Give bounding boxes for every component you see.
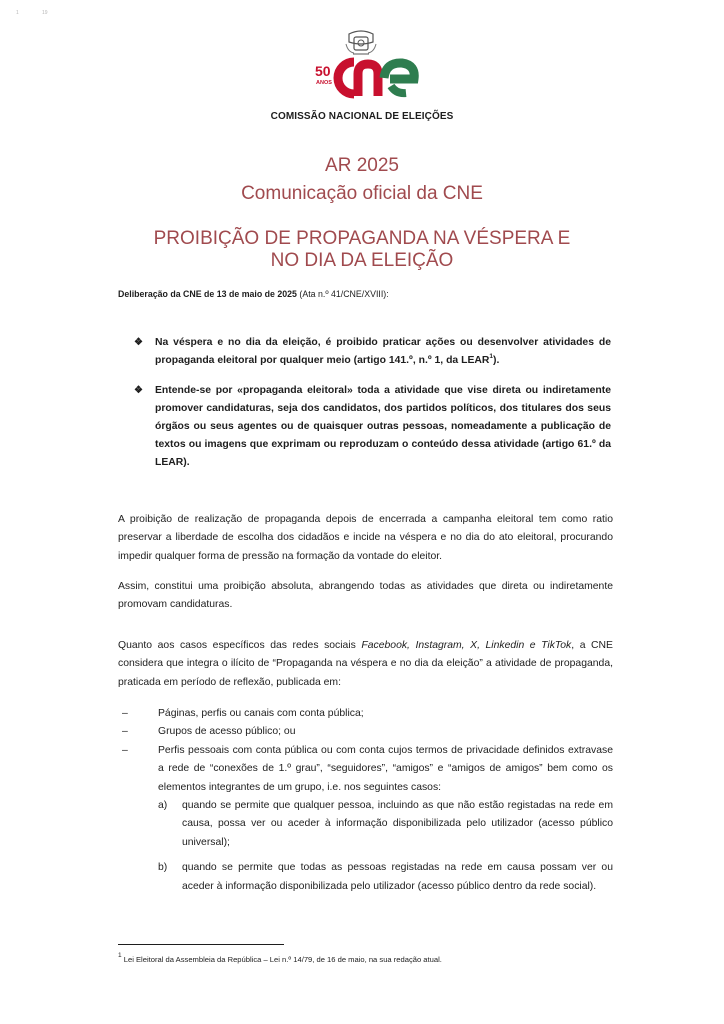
logo-letters: cne [296, 30, 298, 31]
sub-item [158, 797, 613, 852]
list-item-text: Páginas, perfis ou canais com conta pública; [158, 708, 364, 719]
coat-of-arms-icon [346, 31, 376, 54]
dash-bullet: – [122, 744, 128, 756]
footnote-text: Lei Eleitoral da Assembleia da República – Lei n.º 14/79, de 16 de maio, na sua redação atual. [123, 955, 442, 964]
list-item [118, 723, 613, 741]
paragraph-ratio: A proibição de realização de propaganda depois de encerrada a campanha eleitoral tem como ratio preservar a liberdade de escolha dos cidadãos e incide na véspera e no dia do ato eleitoral, procurando impedir qualquer forma de pressão na formação da vontade do eleitor. [118, 514, 613, 562]
main-heading-line-2: NO DIA DA ELEIÇÃO [270, 250, 454, 271]
sub-item-text: quando se permite que todas as pessoas registadas na rede em causa possam ver ou aceder à informação disponibilizada pelo utilizador (acesso público dentro da rede social). [182, 862, 613, 892]
key-point-tail: ). [493, 355, 500, 366]
publication-list [118, 705, 613, 896]
social-intro: Quanto aos casos específicos das redes sociais [118, 640, 362, 651]
diamond-bullet-icon: ❖ [134, 337, 143, 348]
cne-logo [296, 30, 426, 112]
dash-bullet: – [122, 708, 128, 719]
diamond-bullet-icon: ❖ [134, 385, 143, 396]
paragraph-social-networks [118, 637, 613, 692]
election-title: AR 2025 [325, 155, 399, 176]
sub-item [158, 859, 613, 896]
main-heading [60, 228, 664, 272]
key-point-text: Entende-se por «propaganda eleitoral» toda a atividade que vise direta ou indiretamente promover candidaturas, seja dos candidatos, dos partidos políticos, dos titulares dos seus órgãos ou seus agentes ou de quaisquer outras pessoas, nomeadamente a publicação de textos ou imagens que exprimam ou reproduzam o conteúdo dessa atividade (artigo 61.º da LEAR). [155, 385, 611, 468]
deliberation-date: Deliberação da CNE de 13 de maio de 2025 [118, 289, 297, 299]
scan-mark: 19 [42, 10, 48, 16]
sub-item-letter: a) [158, 800, 168, 812]
list-item-text: Perfis pessoais com conta pública ou com conta cujos termos de privacidade definidos extravase a rede de “conexões de 1.º grau”, “seguidores”, “amigos” e “amigos de amigos” bem como os elementos integrantes de um grupo, i.e. nos seguintes casos: [158, 744, 613, 793]
deliberation-minutes: (Ata n.º 41/CNE/XVIII): [299, 289, 389, 299]
key-point [133, 382, 611, 472]
sub-item-text: quando se permite que qualquer pessoa, incluindo as que não estão registadas na rede em causa, possa ver ou aceder à informação disponibilizada pelo utilizador (acesso público universal); [182, 800, 613, 848]
anniversary-word: ANOS [316, 80, 332, 86]
footnote [118, 952, 442, 964]
social-rest: , a CNE considera que integra o ilícito de “Propaganda na véspera e no dia da eleição” a atividade de propaganda, praticada em período de reflexão, publicada em: [118, 640, 613, 688]
key-points [133, 334, 611, 484]
scan-mark: 1 [16, 10, 19, 16]
sub-item-letter: b) [158, 862, 168, 874]
communication-title: Comunicação oficial da CNE [241, 183, 483, 204]
dash-bullet: – [122, 726, 128, 738]
footnote-divider [118, 944, 284, 945]
key-point-text: Na véspera e no dia da eleição, é proibido praticar ações ou desenvolver atividades de propaganda eleitoral por qualquer meio (artigo 141.º, n.º 1, da LEAR [155, 337, 611, 366]
key-point [133, 334, 611, 370]
list-item [118, 705, 613, 723]
list-item [118, 742, 613, 896]
main-heading-line-1: PROIBIÇÃO DE PROPAGANDA NA VÉSPERA E [153, 228, 571, 249]
deliberation-line [118, 289, 389, 299]
social-network-names: Facebook, Instagram, X, Linkedin e TikTok [361, 640, 572, 651]
organization-name: COMISSÃO NACIONAL DE ELEIÇÕES [270, 111, 454, 122]
footnote-ref: 1 [489, 353, 494, 360]
paragraph-absolute-ban: Assim, constitui uma proibição absoluta, abrangendo todas as atividades que direta ou indiretamente promovam candidaturas. [118, 581, 613, 611]
footnote-number: 1 [118, 952, 122, 959]
cne-letters-graphic [338, 62, 414, 96]
list-item-text: Grupos de acesso público; ou [158, 726, 296, 738]
anniversary-number: 50 [315, 63, 331, 79]
